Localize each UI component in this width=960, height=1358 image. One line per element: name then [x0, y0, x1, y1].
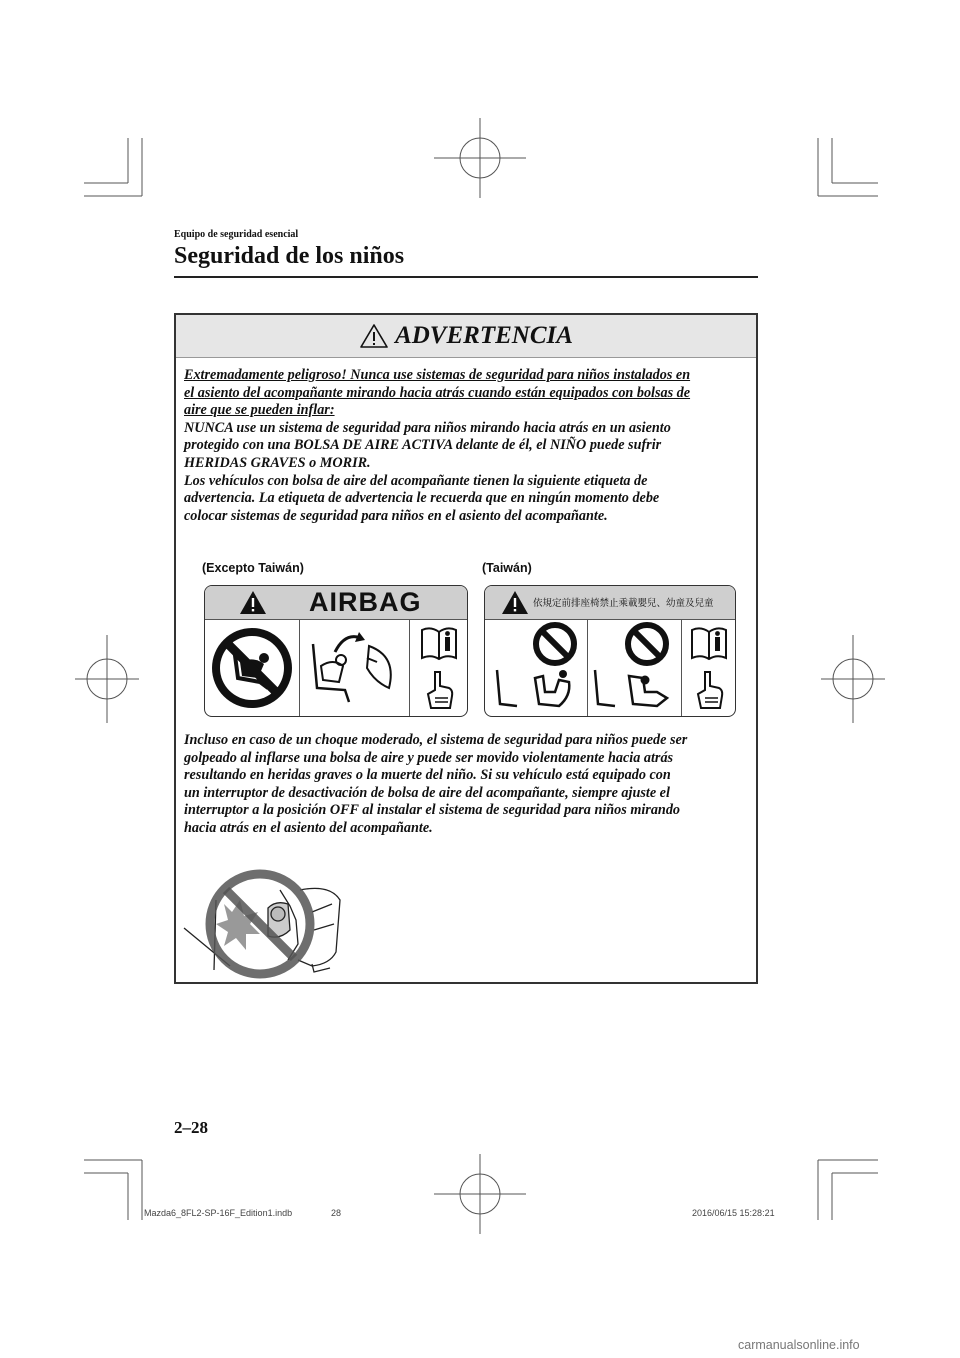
taiwan-warning-sticker [484, 585, 736, 717]
body-line: golpeado al inflarse una bolsa de aire y puede ser movido violentamente hacia atrás [184, 749, 674, 766]
section-label: Equipo de seguridad esencial [174, 229, 299, 240]
footer-file: Mazda6_8FL2-SP-16F_Edition1.indb [144, 1208, 293, 1218]
body-line: hacia atrás en el asiento del acompañante. [184, 819, 433, 836]
warning-title: ADVERTENCIA [395, 322, 573, 349]
body-line: un interruptor de desactivación de bolsa de aire del acompañante, siempre ajuste el [184, 784, 670, 801]
no-child-seat-icon [210, 626, 294, 710]
body-line: Los vehículos con bolsa de aire del acompañante tienen la siguiente etiqueta de [184, 472, 648, 489]
warning-triangle-icon [359, 323, 389, 349]
warning-text [184, 367, 750, 525]
sticker-taiwan-text: 依規定前排座椅禁止乘載嬰兒、幼童及兒童 [533, 598, 714, 609]
no-rear-facing-seat-icon [489, 622, 585, 712]
footer-page: 28 [331, 1208, 342, 1218]
body-line: resultando en heridas graves o la muerte del niño. Si su vehículo está equipado con [184, 767, 671, 784]
airbag-deploy-icon [305, 626, 405, 710]
body-line: colocar sistemas de seguridad para niños en el asiento del acompañante. [184, 507, 608, 524]
pointing-hand-icon [693, 670, 725, 710]
footer-timestamp: 2016/06/15 15:28:21 [692, 1208, 775, 1218]
label-except-taiwan: (Excepto Taiwán) [202, 561, 304, 575]
title-rule [174, 276, 758, 278]
page-number: 2–28 [174, 1118, 208, 1137]
pointing-hand-icon [423, 670, 455, 710]
body-line: NUNCA use un sistema de seguridad para niños mirando hacia atrás en un asiento [184, 419, 671, 436]
warning-triangle-icon [501, 590, 529, 615]
body-line: protegido con una BOLSA DE AIRE ACTIVA delante de él, el NIÑO puede sufrir [184, 437, 662, 454]
manual-book-icon [689, 624, 729, 664]
body-line: interruptor a la posición OFF al instalar el sistema de seguridad para niños mirando [184, 802, 681, 819]
body-line: advertencia. La etiqueta de advertencia le recuerda que en ningún momento debe [184, 490, 660, 507]
label-taiwan: (Taiwán) [482, 561, 532, 575]
warning-header [176, 315, 756, 358]
manual-book-icon [419, 624, 459, 664]
sticker-airbag-text: AIRBAG [309, 587, 422, 617]
body-line: Incluso en caso de un choque moderado, el sistema de seguridad para niños puede ser [184, 732, 688, 748]
body-line: HERIDAS GRAVES o MORIR. [184, 454, 371, 471]
no-forward-facing-seat-icon [591, 622, 679, 712]
underlined-line: el asiento del acompañante mirando hacia atrás cuando están equipados con bolsas de [184, 384, 691, 401]
airbag-warning-sticker [204, 585, 468, 717]
watermark: carmanualsonline.info [738, 1338, 860, 1352]
warning-triangle-icon [239, 590, 267, 615]
underlined-line: Extremadamente peligroso! Nunca use sistemas de seguridad para niños instalados en [184, 367, 691, 383]
warning-box [174, 313, 758, 984]
page-title: Seguridad de los niños [174, 243, 405, 269]
underlined-line: aire que se pueden inflar: [184, 402, 335, 419]
airbag-hazard-illustration [180, 860, 360, 980]
warning-text-2 [184, 732, 750, 838]
